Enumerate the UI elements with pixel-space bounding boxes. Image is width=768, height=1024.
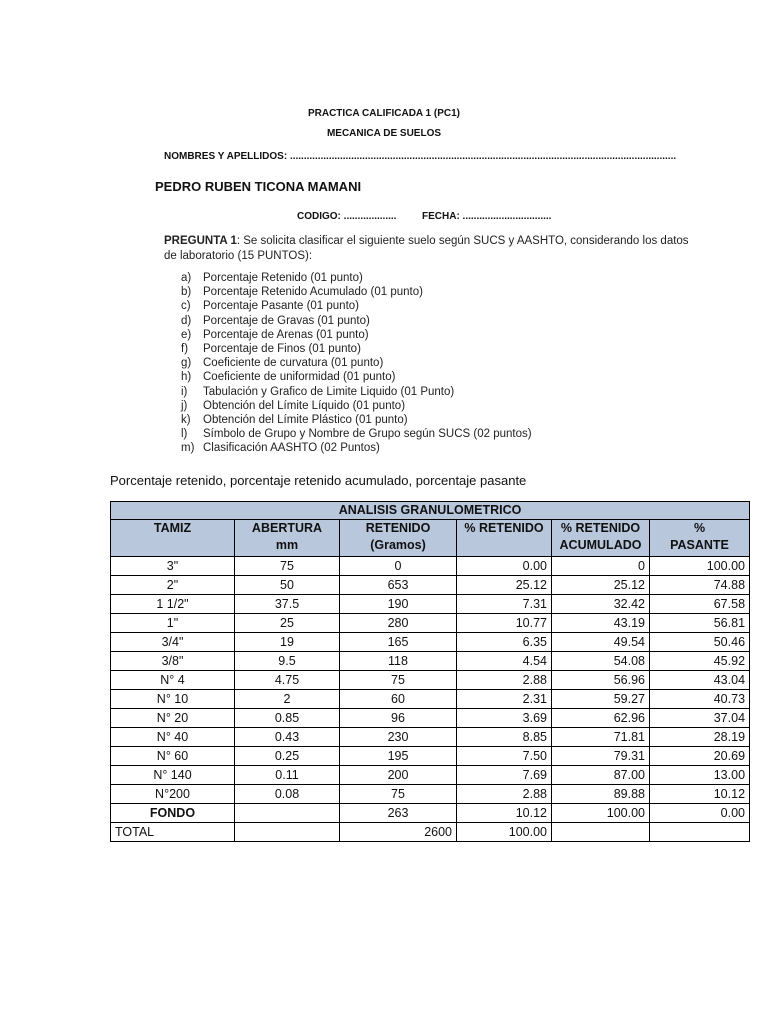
cell-pct-ret-acumulado: 89.88 [552,785,650,804]
question-item [181,427,532,441]
item-text: Símbolo de Grupo y Nombre de Grupo según SUCS (02 puntos) [203,428,532,441]
cell-tamiz: 3/4" [111,633,235,652]
item-text: Coeficiente de uniformidad (01 punto) [203,371,396,384]
cell-tamiz: 2" [111,576,235,595]
item-letter: c) [181,300,191,313]
cell-pct-retenido: 6.35 [457,633,552,652]
cell-retenido: 263 [340,804,457,823]
item-letter: d) [181,314,192,327]
cell-pct-retenido: 2.88 [457,785,552,804]
table-row [111,728,750,747]
cell-abertura [235,804,340,823]
cell-abertura: 75 [235,557,340,576]
table-row [111,671,750,690]
cell-pct-ret-acumulado: 56.96 [552,671,650,690]
student-name: PEDRO RUBEN TICONA MAMANI [155,179,362,194]
question-item [181,356,532,370]
question-item [181,370,532,384]
cell-abertura: 2 [235,690,340,709]
cell-retenido: 60 [340,690,457,709]
cell-abertura: 0.08 [235,785,340,804]
cell-pct-ret-acumulado: 0 [552,557,650,576]
cell-pct-pasante: 100.00 [650,557,750,576]
cell-pct-ret-acumulado: 87.00 [552,766,650,785]
cell-retenido: 653 [340,576,457,595]
cell-abertura: 0.25 [235,747,340,766]
cell-tamiz: 3/8" [111,652,235,671]
cell-pct-retenido: 10.77 [457,614,552,633]
item-letter: g) [181,357,192,370]
cell-pct-retenido: 3.69 [457,709,552,728]
table-row [111,690,750,709]
cell-pct-ret-acumulado: 32.42 [552,595,650,614]
item-text: Porcentaje Retenido Acumulado (01 punto) [203,286,423,299]
item-text: Porcentaje de Arenas (01 punto) [203,328,369,341]
cell-abertura: 9.5 [235,652,340,671]
question-text [164,234,689,264]
total-acumulado [552,823,650,842]
item-letter: b) [181,286,192,299]
item-text: Obtención del Límite Líquido (01 punto) [203,399,406,412]
fecha-label: FECHA: ................................ [422,211,552,222]
cell-pct-pasante: 10.12 [650,785,750,804]
cell-abertura: 0.85 [235,709,340,728]
cell-pct-ret-acumulado: 100.00 [552,804,650,823]
item-letter: h) [181,371,192,384]
total-label: TOTAL [111,823,235,842]
cell-retenido: 200 [340,766,457,785]
table-row [111,652,750,671]
item-text: Coeficiente de curvatura (01 punto) [203,357,384,370]
cell-tamiz: FONDO [111,804,235,823]
table-row [111,766,750,785]
question-item [181,271,532,285]
table-row [111,557,750,576]
cell-tamiz: 1" [111,614,235,633]
table-row [111,804,750,823]
total-row [111,823,750,842]
cell-retenido: 230 [340,728,457,747]
cell-retenido: 75 [340,785,457,804]
question-item [181,328,532,342]
cell-pct-pasante: 13.00 [650,766,750,785]
cell-pct-retenido: 8.85 [457,728,552,747]
cell-tamiz: 3" [111,557,235,576]
cell-tamiz: N° 140 [111,766,235,785]
table-title: ANALISIS GRANULOMETRICO [111,502,750,520]
question-item [181,399,532,413]
cell-retenido: 165 [340,633,457,652]
cell-tamiz: N°200 [111,785,235,804]
cell-pct-ret-acumulado: 43.19 [552,614,650,633]
cell-pct-retenido: 25.12 [457,576,552,595]
cell-retenido: 190 [340,595,457,614]
cell-tamiz: 1 1/2" [111,595,235,614]
cell-pct-ret-acumulado: 62.96 [552,709,650,728]
cell-pct-ret-acumulado: 79.31 [552,747,650,766]
cell-tamiz: N° 40 [111,728,235,747]
cell-pct-ret-acumulado: 49.54 [552,633,650,652]
cell-abertura: 0.43 [235,728,340,747]
cell-pct-pasante: 37.04 [650,709,750,728]
cell-abertura: 4.75 [235,671,340,690]
cell-retenido: 280 [340,614,457,633]
header-pct-ret-acumulado: % RETENIDO ACUMULADO [552,520,650,557]
cell-pct-ret-acumulado: 59.27 [552,690,650,709]
cell-abertura: 0.11 [235,766,340,785]
item-letter: a) [181,272,192,284]
cell-retenido: 195 [340,747,457,766]
cell-pct-pasante: 74.88 [650,576,750,595]
item-text: Porcentaje Retenido (01 punto) [203,272,363,284]
question-item [181,299,532,313]
names-label: NOMBRES Y APELLIDOS: ........................................................................................................................................... [164,151,677,162]
cell-pct-ret-acumulado: 71.81 [552,728,650,747]
cell-pct-pasante: 67.58 [650,595,750,614]
cell-pct-retenido: 2.31 [457,690,552,709]
cell-pct-pasante: 40.73 [650,690,750,709]
item-text: Porcentaje Pasante (01 punto) [203,300,359,313]
cell-pct-pasante: 56.81 [650,614,750,633]
table-row [111,614,750,633]
cell-pct-ret-acumulado: 25.12 [552,576,650,595]
cell-tamiz: N° 10 [111,690,235,709]
item-text: Obtención del Límite Plástico (01 punto) [203,413,408,426]
granulometric-table [110,501,750,842]
cell-pct-pasante: 50.46 [650,633,750,652]
cell-pct-retenido: 7.50 [457,747,552,766]
table-row [111,595,750,614]
cell-pct-pasante: 28.19 [650,728,750,747]
cell-pct-pasante: 20.69 [650,747,750,766]
table-caption: Porcentaje retenido, porcentaje retenido acumulado, porcentaje pasante [110,473,527,488]
item-letter: e) [181,328,192,341]
item-letter: f) [181,342,189,355]
course-name: MECANICA DE SUELOS [326,128,442,139]
item-letter: m) [181,442,195,455]
cell-pct-retenido: 4.54 [457,652,552,671]
cell-pct-retenido: 7.31 [457,595,552,614]
question-label: PREGUNTA 1 [164,235,237,247]
cell-tamiz: N° 4 [111,671,235,690]
cell-abertura: 19 [235,633,340,652]
question-body: : Se solicita clasificar el siguiente suelo según SUCS y AASHTO, considerando los datos de laboratorio (15 PUNTOS): [164,235,689,262]
table-row [111,709,750,728]
table-row [111,785,750,804]
question-item [181,441,532,455]
document-title: PRACTICA CALIFICADA 1 (PC1) [307,108,461,119]
cell-pct-pasante: 0.00 [650,804,750,823]
item-text: Tabulación y Grafico de Limite Liquido (01 Punto) [203,385,455,398]
item-text: Porcentaje de Finos (01 punto) [203,342,361,355]
cell-pct-retenido: 2.88 [457,671,552,690]
item-letter: i) [181,385,188,398]
cell-pct-retenido: 0.00 [457,557,552,576]
header-tamiz: TAMIZ [111,520,235,557]
question-items-list [181,271,532,455]
total-retenido: 2600 [340,823,457,842]
header-pct-pasante: % PASANTE [650,520,750,557]
cell-tamiz: N° 20 [111,709,235,728]
question-item [181,314,532,328]
codigo-label: CODIGO: ................... [297,211,397,222]
cell-pct-pasante: 45.92 [650,652,750,671]
question-item [181,342,532,356]
header-abertura: ABERTURA mm [235,520,340,557]
cell-pct-ret-acumulado: 54.08 [552,652,650,671]
cell-pct-pasante: 43.04 [650,671,750,690]
item-letter: k) [181,413,191,426]
cell-retenido: 118 [340,652,457,671]
question-item [181,413,532,427]
item-text: Clasificación AASHTO (02 Puntos) [203,442,380,455]
cell-pct-retenido: 7.69 [457,766,552,785]
table-row [111,747,750,766]
total-abertura [235,823,340,842]
cell-retenido: 0 [340,557,457,576]
cell-tamiz: N° 60 [111,747,235,766]
header-pct-retenido: % RETENIDO [457,520,552,557]
cell-retenido: 96 [340,709,457,728]
total-pasante [650,823,750,842]
table-row [111,576,750,595]
item-text: Porcentaje de Gravas (01 punto) [203,314,370,327]
question-item [181,385,532,399]
cell-retenido: 75 [340,671,457,690]
total-pct-retenido: 100.00 [457,823,552,842]
cell-abertura: 37.5 [235,595,340,614]
header-retenido: RETENIDO (Gramos) [340,520,457,557]
table-row [111,633,750,652]
item-letter: j) [181,399,188,412]
question-item [181,285,532,299]
cell-abertura: 50 [235,576,340,595]
item-letter: l) [181,428,188,441]
cell-abertura: 25 [235,614,340,633]
cell-pct-retenido: 10.12 [457,804,552,823]
